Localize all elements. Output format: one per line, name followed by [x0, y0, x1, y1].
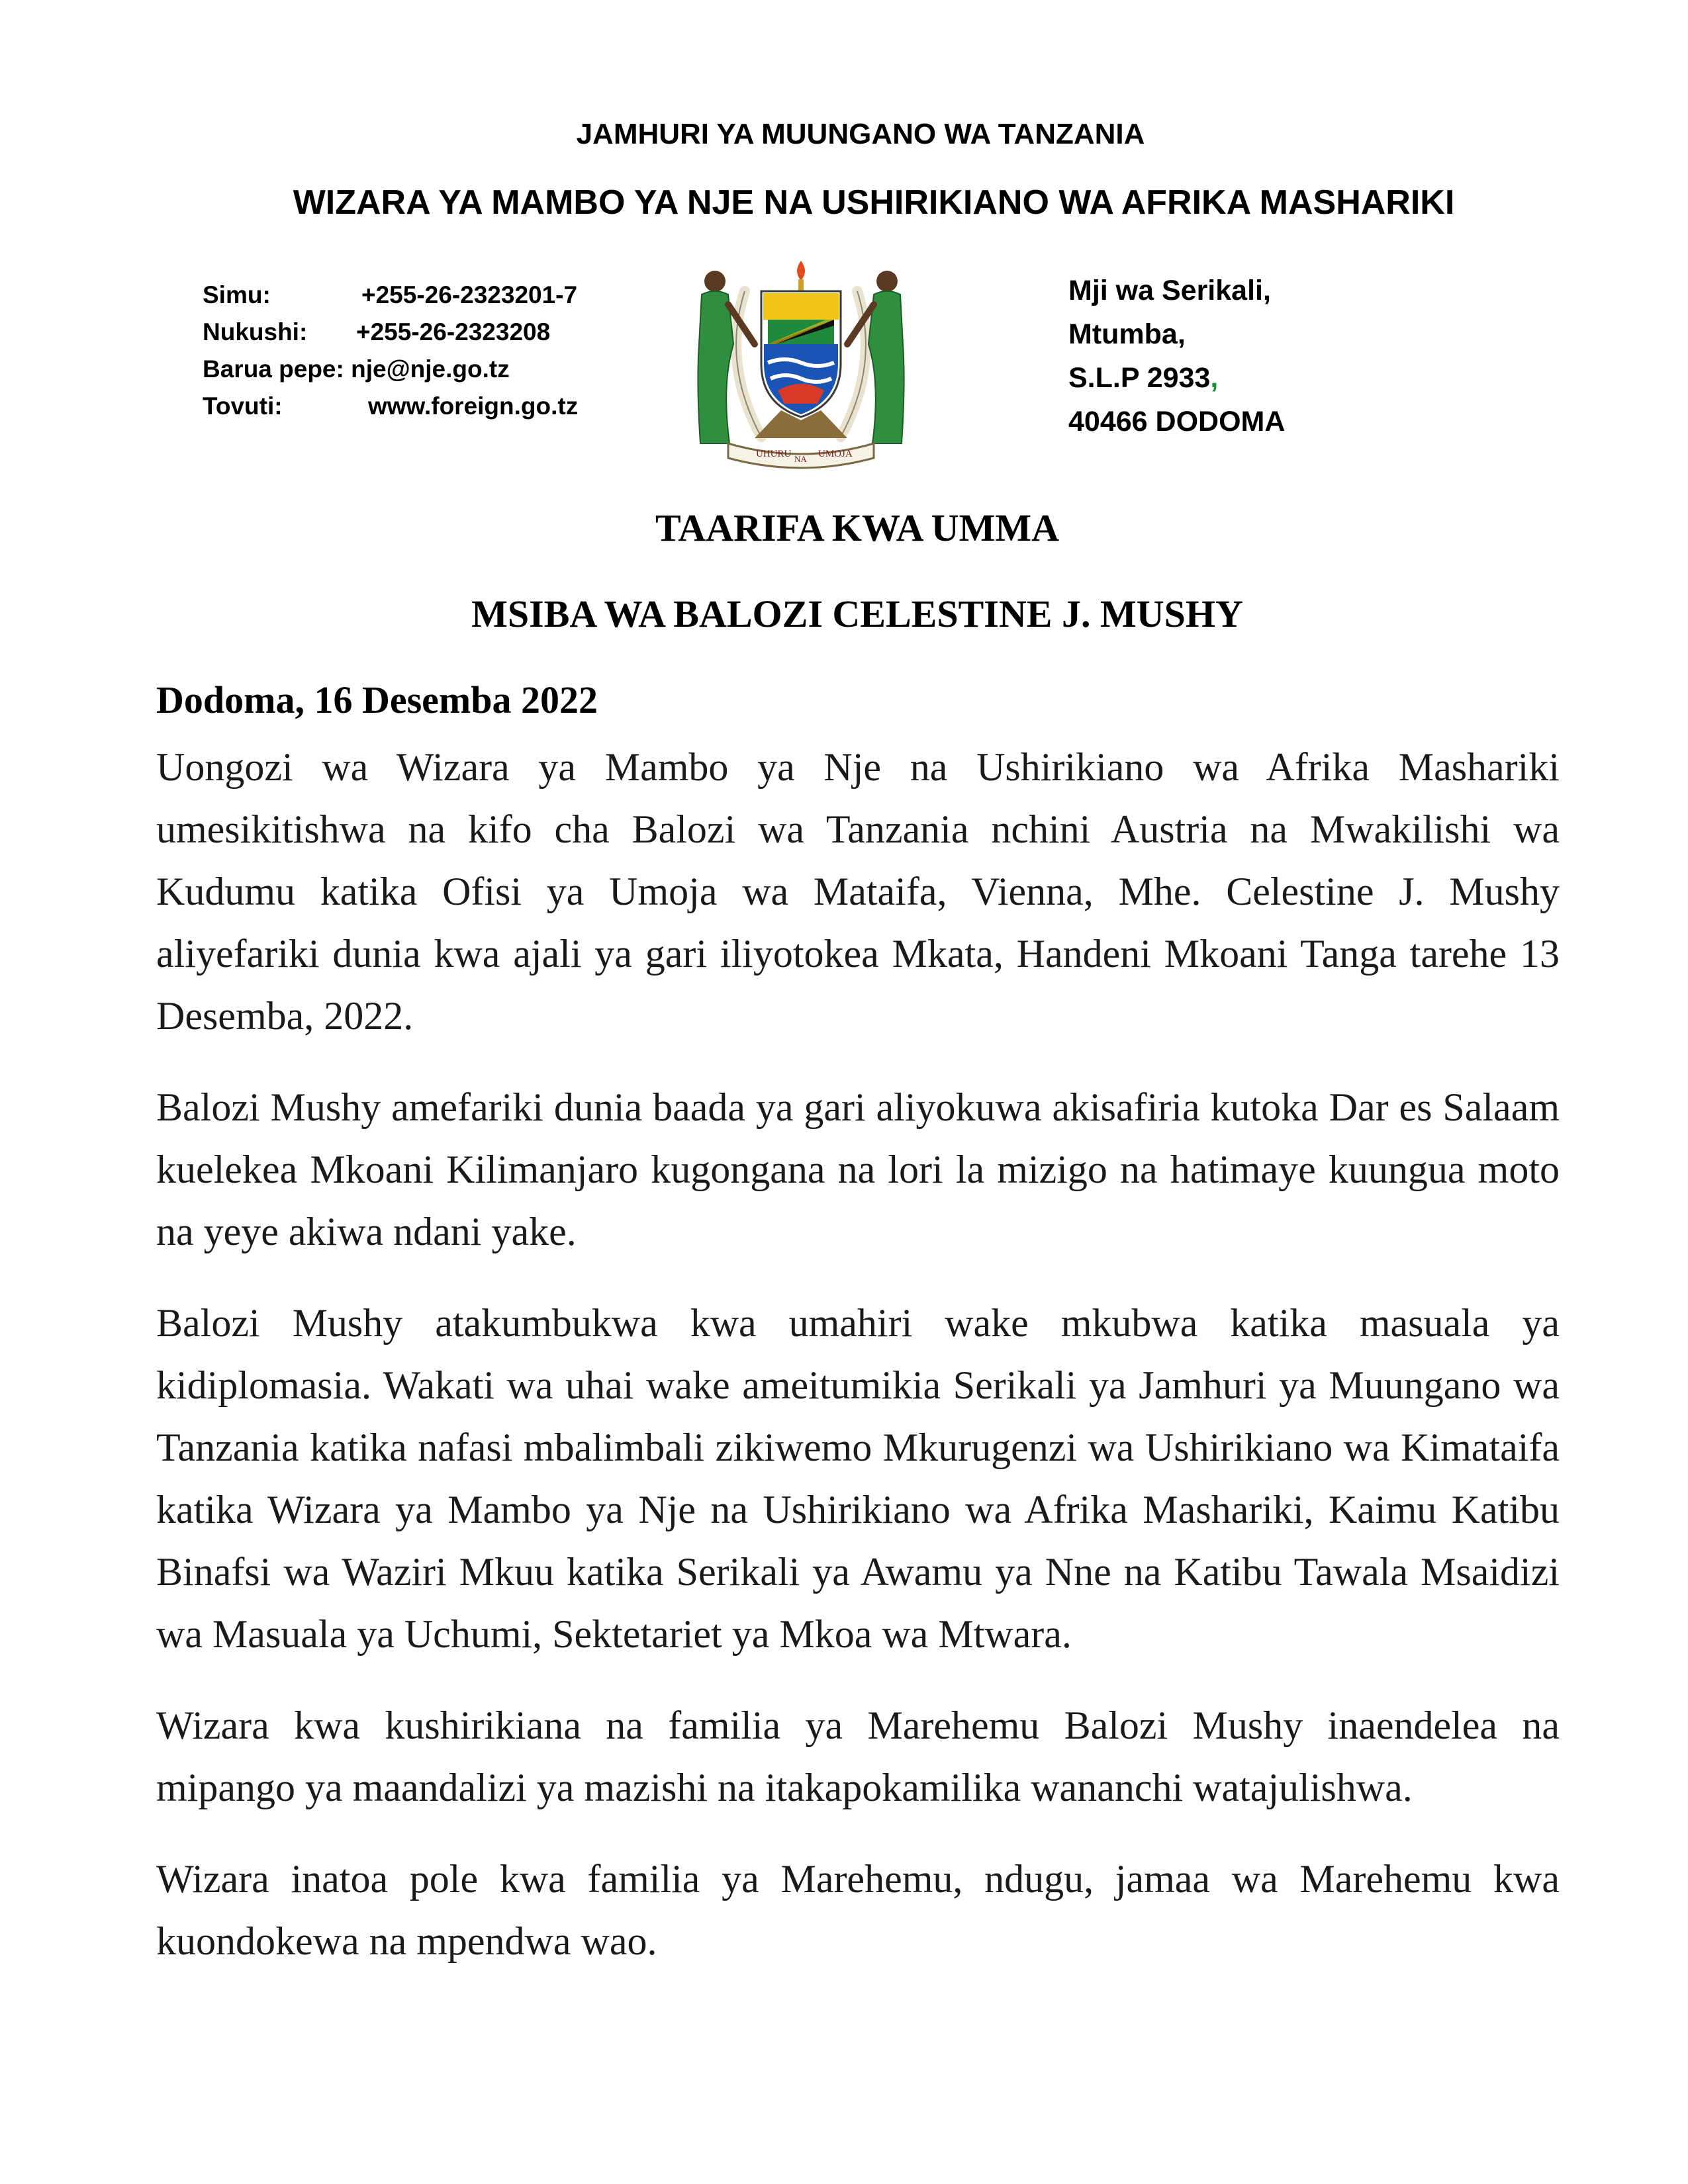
ministry-heading: WIZARA YA MAMBO YA NJE NA USHIRIKIANO WA AFRIKA MASHARIKI	[293, 183, 1455, 222]
notice-body	[156, 736, 1560, 2001]
web-value[interactable]: www.foreign.go.tz	[368, 392, 579, 420]
fax-label: Nukushi:	[203, 318, 308, 345]
notice-title: TAARIFA KWA UMMA	[655, 506, 1060, 549]
web-row	[203, 388, 578, 425]
address-line-4: 40466 DODOMA	[1068, 406, 1286, 437]
contact-block	[203, 277, 578, 425]
notice-subtitle: MSIBA WA BALOZI CELESTINE J. MUSHY	[471, 592, 1243, 635]
coat-of-arms-icon	[682, 251, 920, 470]
republic-heading: JAMHURI YA MUUNGANO WA TANZANIA	[576, 118, 1145, 150]
address-line-3	[1068, 356, 1285, 400]
phone-row	[203, 277, 578, 314]
fax-row	[203, 314, 578, 351]
paragraph: Wizara kwa kushirikiana na familia ya Marehemu Balozi Mushy inaendelea na mipango ya maandalizi ya mazishi na itakapokamilika wananchi watajulishwa.	[156, 1704, 1560, 1809]
motto-mid: NA	[794, 454, 807, 464]
phone-value: +255-26-2323201-7	[361, 281, 578, 308]
paragraph: Uongozi wa Wizara ya Mambo ya Nje na Ushirikiano wa Afrika Mashariki umesikitishwa na kifo cha Balozi wa Tanzania nchini Austria na Mwakilishi wa Kudumu katika Ofisi ya Umoja wa Mataifa, Vienna, Mhe. Celestine J. Mushy aliyefariki dunia kwa ajali ya gari iliyotokea Mkata, Handeni Mkoani Tanga tarehe 13 Desemba, 2022.	[156, 745, 1560, 1038]
email-row	[203, 351, 578, 388]
paragraph: Wizara inatoa pole kwa familia ya Marehemu, ndugu, jamaa wa Marehemu kwa kuondokewa na mpendwa wao.	[156, 1857, 1560, 1963]
web-label: Tovuti:	[203, 392, 283, 420]
motto-right: UMOJA	[818, 449, 853, 459]
fax-value: +255-26-2323208	[356, 318, 551, 345]
po-box-comma: ,	[1210, 362, 1219, 394]
address-line-1: Mji wa Serikali,	[1068, 275, 1271, 306]
email-value[interactable]: nje@nje.go.tz	[351, 355, 510, 383]
dateline: Dodoma, 16 Desemba 2022	[156, 678, 598, 721]
po-box: S.L.P 2933	[1068, 362, 1211, 394]
phone-label: Simu:	[203, 281, 271, 308]
address-block	[1068, 269, 1285, 443]
motto-left: UHURU	[756, 449, 792, 459]
address-line-2: Mtumba,	[1068, 318, 1186, 350]
paragraph: Balozi Mushy atakumbukwa kwa umahiri wake mkubwa katika masuala ya kidiplomasia. Wakati wa uhai wake ameitumikia Serikali ya Jamhuri ya Muungano wa Tanzania katika nafasi mbalimbali zikiwemo Mkurugenzi wa Ushirikiano wa Kimataifa katika Wizara ya Mambo ya Nje na Ushirikiano wa Afrika Mashariki, Kaimu Katibu Binafsi wa Waziri Mkuu katika Serikali ya Awamu ya Nne na Katibu Tawala Msaidizi wa Masuala ya Uchumi, Sektetariet ya Mkoa wa Mtwara.	[156, 1301, 1560, 1656]
email-label: Barua pepe:	[203, 355, 344, 383]
paragraph: Balozi Mushy amefariki dunia baada ya gari aliyokuwa akisafiria kutoka Dar es Salaam kuelekea Mkoani Kilimanjaro kugongana na lori la mizigo na hatimaye kuungua moto na yeye akiwa ndani yake.	[156, 1085, 1560, 1253]
